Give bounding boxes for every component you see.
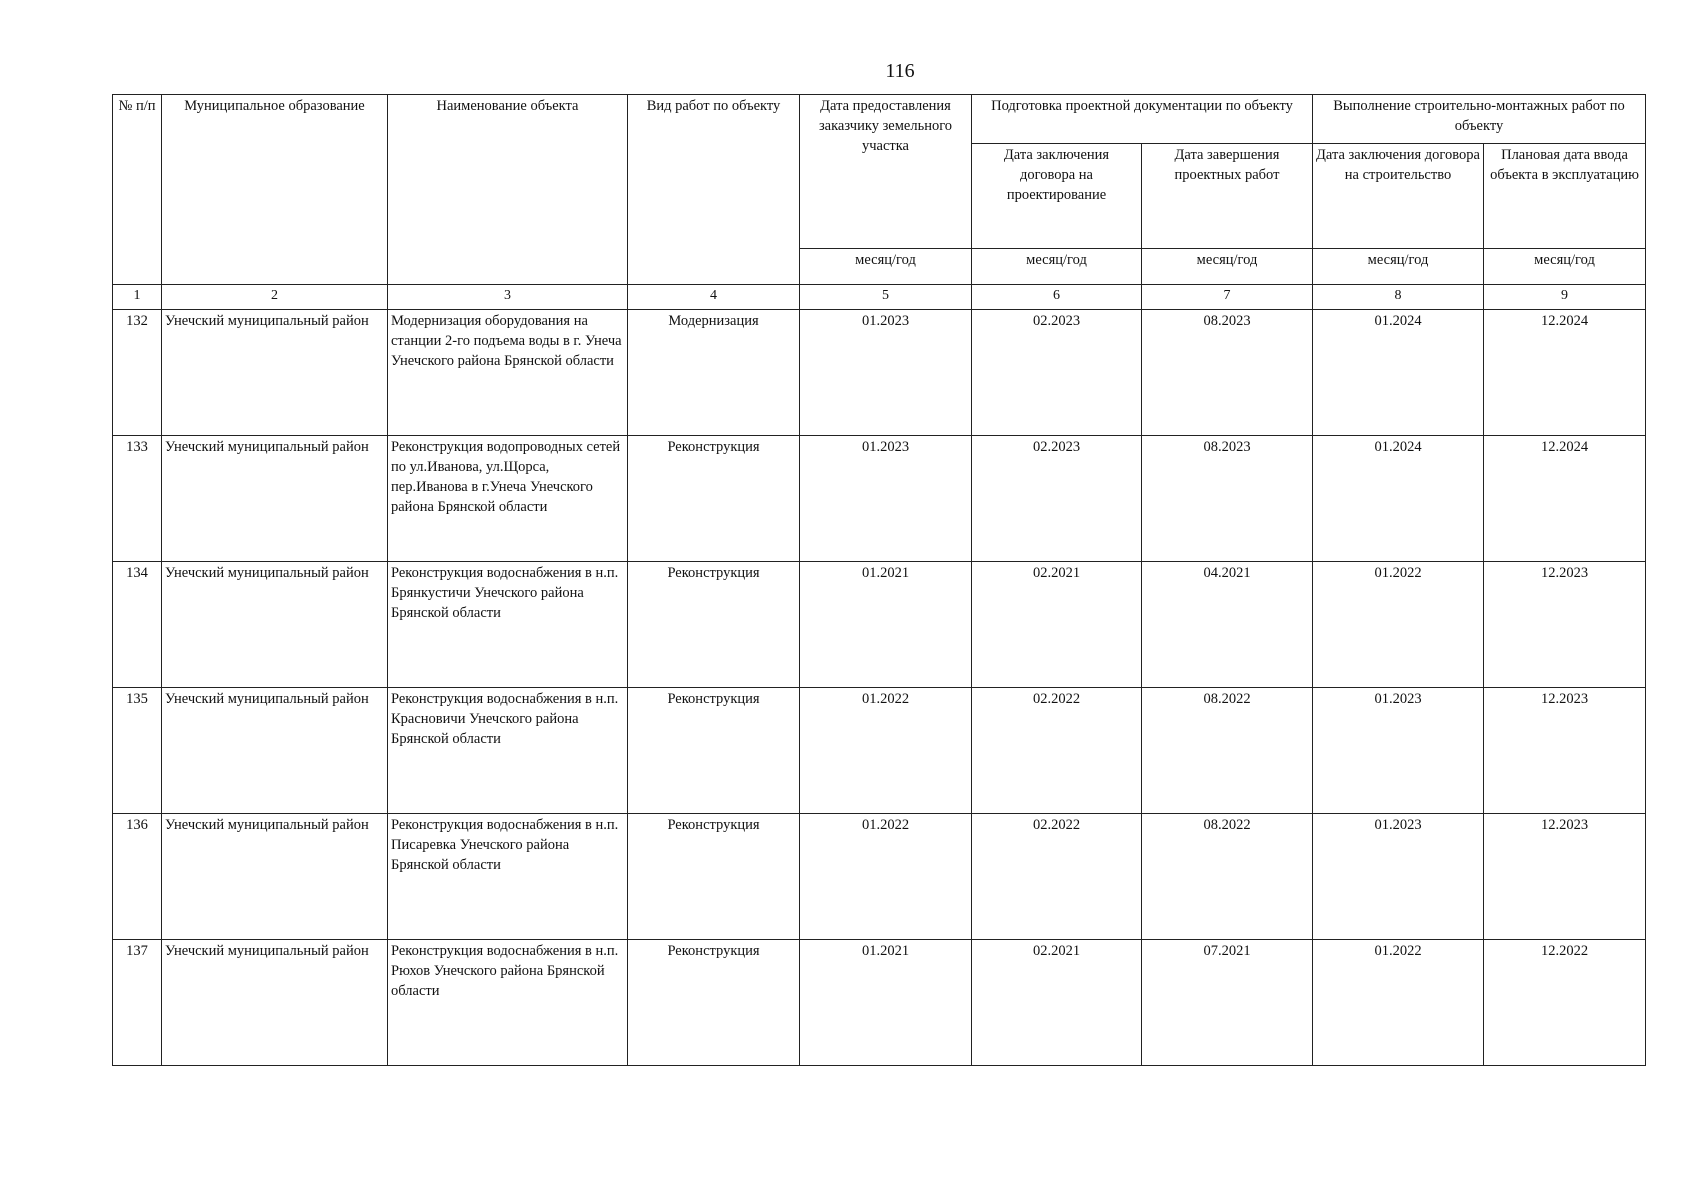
object-name-cell: Реконструкция водоснабжения в н.п. Красновичи Унечского района Брянской области bbox=[388, 688, 628, 814]
header-unit: месяц/год bbox=[1484, 249, 1646, 285]
table-row bbox=[113, 562, 1646, 688]
header-land-date: Дата предоставления заказчику земельного участка bbox=[800, 95, 972, 249]
commissioning-cell: 12.2024 bbox=[1484, 436, 1646, 562]
column-number: 2 bbox=[162, 285, 388, 310]
row-number: 132 bbox=[113, 310, 162, 436]
page-number: 116 bbox=[885, 60, 915, 82]
design-complete-cell: 08.2022 bbox=[1142, 688, 1313, 814]
column-number: 6 bbox=[972, 285, 1142, 310]
design-complete-cell: 04.2021 bbox=[1142, 562, 1313, 688]
object-name-cell: Модернизация оборудования на станции 2-го подъема воды в г. Унеча Унечского района Брянской области bbox=[388, 310, 628, 436]
construction-contract-cell: 01.2022 bbox=[1313, 940, 1484, 1066]
design-contract-cell: 02.2022 bbox=[972, 814, 1142, 940]
land-date-cell: 01.2022 bbox=[800, 814, 972, 940]
land-date-cell: 01.2023 bbox=[800, 310, 972, 436]
municipality-cell: Унечский муниципальный район bbox=[162, 562, 388, 688]
design-contract-cell: 02.2023 bbox=[972, 436, 1142, 562]
construction-contract-cell: 01.2024 bbox=[1313, 436, 1484, 562]
header-unit: месяц/год bbox=[1142, 249, 1313, 285]
design-contract-cell: 02.2022 bbox=[972, 688, 1142, 814]
object-name-cell: Реконструкция водоснабжения в н.п. Брянкустичи Унечского района Брянской области bbox=[388, 562, 628, 688]
object-name-cell: Реконструкция водопроводных сетей по ул.Иванова, ул.Щорса, пер.Иванова в г.Унеча Унечского района Брянской области bbox=[388, 436, 628, 562]
header-num: № п/п bbox=[113, 95, 162, 285]
table-row bbox=[113, 814, 1646, 940]
row-number: 137 bbox=[113, 940, 162, 1066]
header-construction-contract: Дата заключения договора на строительство bbox=[1313, 144, 1484, 249]
design-contract-cell: 02.2021 bbox=[972, 940, 1142, 1066]
work-type-cell: Модернизация bbox=[628, 310, 800, 436]
work-type-cell: Реконструкция bbox=[628, 940, 800, 1066]
row-number: 133 bbox=[113, 436, 162, 562]
construction-contract-cell: 01.2023 bbox=[1313, 814, 1484, 940]
design-complete-cell: 08.2023 bbox=[1142, 436, 1313, 562]
column-number: 7 bbox=[1142, 285, 1313, 310]
column-number: 9 bbox=[1484, 285, 1646, 310]
commissioning-cell: 12.2022 bbox=[1484, 940, 1646, 1066]
municipality-cell: Унечский муниципальный район bbox=[162, 688, 388, 814]
column-number: 3 bbox=[388, 285, 628, 310]
design-complete-cell: 07.2021 bbox=[1142, 940, 1313, 1066]
header-municipality: Муниципальное образование bbox=[162, 95, 388, 285]
municipality-cell: Унечский муниципальный район bbox=[162, 310, 388, 436]
land-date-cell: 01.2023 bbox=[800, 436, 972, 562]
land-date-cell: 01.2021 bbox=[800, 562, 972, 688]
commissioning-cell: 12.2024 bbox=[1484, 310, 1646, 436]
row-number: 136 bbox=[113, 814, 162, 940]
work-type-cell: Реконструкция bbox=[628, 814, 800, 940]
table-row bbox=[113, 688, 1646, 814]
column-number: 4 bbox=[628, 285, 800, 310]
header-design-contract: Дата заключения договора на проектирование bbox=[972, 144, 1142, 249]
commissioning-cell: 12.2023 bbox=[1484, 688, 1646, 814]
column-number: 5 bbox=[800, 285, 972, 310]
work-type-cell: Реконструкция bbox=[628, 562, 800, 688]
commissioning-cell: 12.2023 bbox=[1484, 562, 1646, 688]
header-unit: месяц/год bbox=[1313, 249, 1484, 285]
municipality-cell: Унечский муниципальный район bbox=[162, 940, 388, 1066]
work-type-cell: Реконструкция bbox=[628, 436, 800, 562]
objects-table bbox=[112, 94, 1646, 1066]
municipality-cell: Унечский муниципальный район bbox=[162, 814, 388, 940]
header-unit: месяц/год bbox=[972, 249, 1142, 285]
design-contract-cell: 02.2021 bbox=[972, 562, 1142, 688]
header-object-name: Наименование объекта bbox=[388, 95, 628, 285]
design-contract-cell: 02.2023 bbox=[972, 310, 1142, 436]
row-number: 135 bbox=[113, 688, 162, 814]
header-work-type: Вид работ по объекту bbox=[628, 95, 800, 285]
construction-contract-cell: 01.2022 bbox=[1313, 562, 1484, 688]
table-row bbox=[113, 436, 1646, 562]
land-date-cell: 01.2022 bbox=[800, 688, 972, 814]
table-body bbox=[113, 310, 1646, 1066]
object-name-cell: Реконструкция водоснабжения в н.п. Рюхов Унечского района Брянской области bbox=[388, 940, 628, 1066]
row-number: 134 bbox=[113, 562, 162, 688]
table-header bbox=[113, 95, 1646, 310]
column-number: 8 bbox=[1313, 285, 1484, 310]
design-complete-cell: 08.2023 bbox=[1142, 310, 1313, 436]
header-design-complete: Дата завершения проектных работ bbox=[1142, 144, 1313, 249]
design-complete-cell: 08.2022 bbox=[1142, 814, 1313, 940]
commissioning-cell: 12.2023 bbox=[1484, 814, 1646, 940]
table-row bbox=[113, 310, 1646, 436]
table-row bbox=[113, 940, 1646, 1066]
object-name-cell: Реконструкция водоснабжения в н.п. Писаревка Унечского района Брянской области bbox=[388, 814, 628, 940]
construction-contract-cell: 01.2024 bbox=[1313, 310, 1484, 436]
work-type-cell: Реконструкция bbox=[628, 688, 800, 814]
column-number-row bbox=[113, 285, 1646, 310]
column-number: 1 bbox=[113, 285, 162, 310]
header-group-construction: Выполнение строительно-монтажных работ по объекту bbox=[1313, 95, 1646, 144]
header-unit: месяц/год bbox=[800, 249, 972, 285]
municipality-cell: Унечский муниципальный район bbox=[162, 436, 388, 562]
header-commissioning: Плановая дата ввода объекта в эксплуатацию bbox=[1484, 144, 1646, 249]
land-date-cell: 01.2021 bbox=[800, 940, 972, 1066]
construction-contract-cell: 01.2023 bbox=[1313, 688, 1484, 814]
header-group-design: Подготовка проектной документации по объекту bbox=[972, 95, 1313, 144]
